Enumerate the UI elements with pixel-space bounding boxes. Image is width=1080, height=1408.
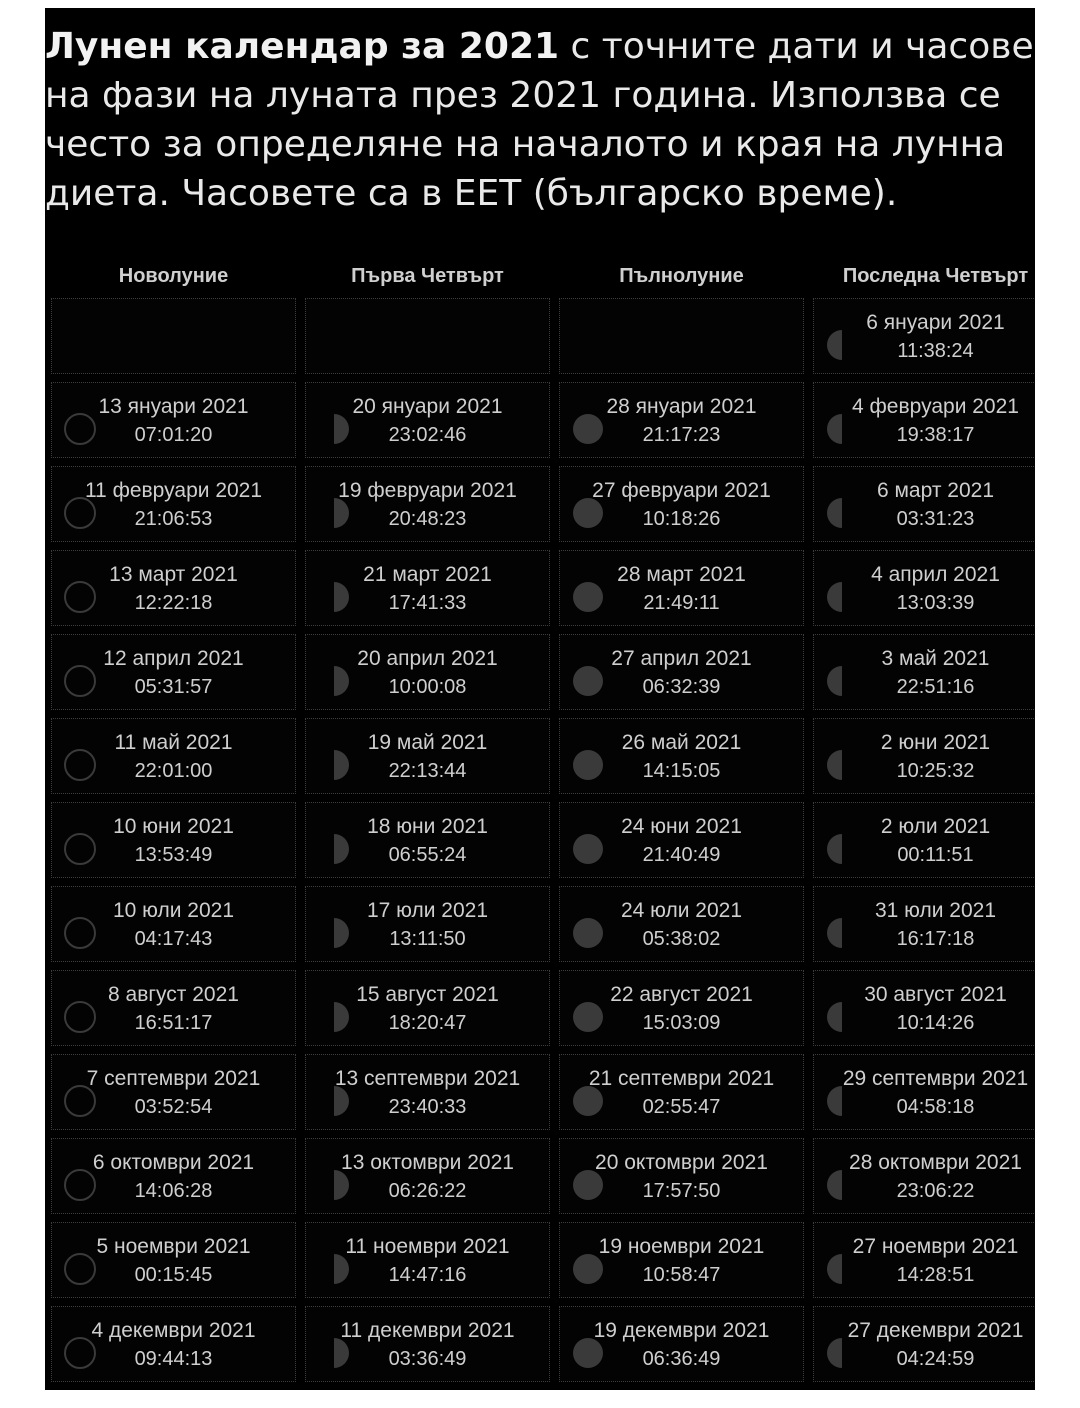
phase-time: 22:01:00 bbox=[134, 760, 213, 782]
table-cell-first-quarter bbox=[305, 466, 550, 542]
phase-time: 10:18:26 bbox=[642, 508, 721, 530]
table-cell-new-moon bbox=[51, 886, 296, 962]
table-cell-first-quarter bbox=[305, 1054, 550, 1130]
phase-date: 13 март 2021 bbox=[109, 563, 238, 586]
phase-time: 17:41:33 bbox=[388, 592, 467, 614]
table-cell-last-quarter bbox=[813, 886, 1035, 962]
table-cell-full-moon bbox=[559, 1306, 804, 1382]
phase-time: 18:20:47 bbox=[388, 1012, 467, 1034]
phase-time: 09:44:13 bbox=[134, 1348, 213, 1370]
table-cell-new-moon bbox=[51, 718, 296, 794]
phase-date: 6 октомври 2021 bbox=[92, 1151, 255, 1174]
phase-time: 14:15:05 bbox=[642, 760, 721, 782]
phase-date: 31 юли 2021 bbox=[874, 899, 997, 922]
phase-time: 13:53:49 bbox=[134, 844, 213, 866]
phase-time: 06:55:24 bbox=[388, 844, 467, 866]
table-cell-last-quarter bbox=[813, 1138, 1035, 1214]
phase-time: 14:47:16 bbox=[388, 1264, 467, 1286]
phase-date: 19 ноември 2021 bbox=[598, 1235, 765, 1258]
table-cell-first-quarter bbox=[305, 1222, 550, 1298]
header-full-moon: Пълнолуние bbox=[619, 265, 744, 287]
table-cell-full-moon bbox=[559, 1222, 804, 1298]
phase-time: 21:40:49 bbox=[642, 844, 721, 866]
table-cell-new-moon bbox=[51, 382, 296, 458]
table-cell-first-quarter bbox=[305, 1138, 550, 1214]
phase-time: 11:38:24 bbox=[897, 340, 974, 362]
phase-date: 21 март 2021 bbox=[363, 563, 492, 586]
moon-phase-table bbox=[51, 298, 1035, 1382]
phase-time: 13:03:39 bbox=[896, 592, 975, 614]
phase-time: 06:36:49 bbox=[642, 1348, 721, 1370]
phase-date: 26 май 2021 bbox=[621, 731, 742, 754]
phase-time: 04:17:43 bbox=[134, 928, 213, 950]
phase-date: 21 септември 2021 bbox=[588, 1067, 775, 1090]
phase-date: 12 април 2021 bbox=[103, 647, 244, 670]
phase-time: 03:31:23 bbox=[896, 508, 975, 530]
table-cell-first-quarter bbox=[305, 382, 550, 458]
table-cell-first-quarter bbox=[305, 634, 550, 710]
phase-date: 6 март 2021 bbox=[876, 479, 995, 502]
intro-title: Лунен календар за 2021 bbox=[45, 26, 560, 67]
phase-date: 13 октомври 2021 bbox=[341, 1151, 514, 1174]
table-cell-last-quarter bbox=[813, 466, 1035, 542]
phase-date: 15 август 2021 bbox=[356, 983, 499, 1006]
phase-date: 30 август 2021 bbox=[864, 983, 1007, 1006]
table-cell-full-moon bbox=[559, 718, 804, 794]
phase-date: 7 септември 2021 bbox=[86, 1067, 261, 1090]
table-cell-last-quarter bbox=[813, 634, 1035, 710]
phase-date: 29 септември 2021 bbox=[842, 1067, 1029, 1090]
phase-date: 18 юни 2021 bbox=[367, 815, 488, 838]
table-cell-new-moon bbox=[51, 1306, 296, 1382]
table-cell-new-moon bbox=[51, 634, 296, 710]
phase-time: 10:14:26 bbox=[896, 1012, 975, 1034]
phase-time: 23:40:33 bbox=[388, 1096, 467, 1118]
intro-text: с точните дати и часове на фази на луната през 2021 година. Използва се често за определяне на началото и края на лунна диета. Часовете са в EET (българско време). bbox=[45, 26, 1034, 214]
table-cell-last-quarter bbox=[813, 1222, 1035, 1298]
phase-time: 04:58:18 bbox=[896, 1096, 975, 1118]
table-cell-first-quarter bbox=[305, 1306, 550, 1382]
phase-time: 20:48:23 bbox=[388, 508, 467, 530]
phase-date: 19 декември 2021 bbox=[593, 1319, 770, 1342]
table-cell-last-quarter bbox=[813, 718, 1035, 794]
table-cell-last-quarter bbox=[813, 1054, 1035, 1130]
phase-date: 27 април 2021 bbox=[611, 647, 752, 670]
table-cell-new-moon bbox=[51, 1138, 296, 1214]
phase-date: 19 май 2021 bbox=[367, 731, 488, 754]
phase-time: 05:38:02 bbox=[642, 928, 721, 950]
phase-time: 00:11:51 bbox=[897, 844, 974, 866]
phase-date: 24 юли 2021 bbox=[620, 899, 743, 922]
header-new-moon: Новолуние bbox=[118, 265, 229, 287]
table-cell-full-moon bbox=[559, 970, 804, 1046]
table-cell-first-quarter bbox=[305, 298, 550, 374]
phase-date: 11 декември 2021 bbox=[340, 1319, 515, 1342]
table-cell-full-moon bbox=[559, 886, 804, 962]
phase-time: 23:06:22 bbox=[896, 1180, 975, 1202]
moon-calendar-panel bbox=[45, 8, 1035, 1390]
table-cell-last-quarter bbox=[813, 970, 1035, 1046]
phase-date: 2 юли 2021 bbox=[880, 815, 991, 838]
phase-date: 28 януари 2021 bbox=[606, 395, 757, 418]
phase-time: 05:31:57 bbox=[134, 676, 213, 698]
phase-date: 2 юни 2021 bbox=[880, 731, 991, 754]
phase-time: 22:51:16 bbox=[896, 676, 975, 698]
table-cell-new-moon bbox=[51, 1054, 296, 1130]
header-last-quarter: Последна Четвърт bbox=[842, 265, 1029, 287]
phase-date: 27 февруари 2021 bbox=[592, 479, 771, 502]
phase-date: 28 март 2021 bbox=[617, 563, 746, 586]
table-cell-new-moon bbox=[51, 550, 296, 626]
phase-date: 11 ноември 2021 bbox=[345, 1235, 510, 1258]
table-cell-full-moon bbox=[559, 466, 804, 542]
header-first-quarter: Първа Четвърт bbox=[351, 265, 504, 287]
phase-date: 27 декември 2021 bbox=[847, 1319, 1024, 1342]
phase-time: 15:03:09 bbox=[642, 1012, 721, 1034]
phase-time: 13:11:50 bbox=[389, 928, 466, 950]
table-cell-new-moon bbox=[51, 802, 296, 878]
table-cell-full-moon bbox=[559, 802, 804, 878]
table-cell-new-moon bbox=[51, 298, 296, 374]
table-cell-full-moon bbox=[559, 550, 804, 626]
table-cell-new-moon bbox=[51, 466, 296, 542]
phase-time: 14:06:28 bbox=[134, 1180, 213, 1202]
phase-time: 21:06:53 bbox=[134, 508, 213, 530]
phase-time: 04:24:59 bbox=[896, 1348, 975, 1370]
phase-date: 11 май 2021 bbox=[114, 731, 233, 754]
phase-date: 6 януари 2021 bbox=[866, 311, 1005, 334]
phase-time: 21:49:11 bbox=[643, 592, 720, 614]
phase-date: 20 януари 2021 bbox=[352, 395, 503, 418]
phase-time: 03:52:54 bbox=[134, 1096, 213, 1118]
table-cell-first-quarter bbox=[305, 970, 550, 1046]
phase-time: 21:17:23 bbox=[642, 424, 721, 446]
phase-date: 3 май 2021 bbox=[881, 647, 990, 670]
phase-time: 16:51:17 bbox=[134, 1012, 213, 1034]
phase-date: 27 ноември 2021 bbox=[852, 1235, 1019, 1258]
phase-date: 11 февруари 2021 bbox=[84, 479, 263, 502]
phase-time: 10:58:47 bbox=[642, 1264, 721, 1286]
table-cell-first-quarter bbox=[305, 886, 550, 962]
phase-date: 17 юли 2021 bbox=[366, 899, 489, 922]
phase-time: 10:00:08 bbox=[388, 676, 467, 698]
phase-date: 10 юни 2021 bbox=[113, 815, 234, 838]
table-cell-full-moon bbox=[559, 1054, 804, 1130]
phase-date: 10 юли 2021 bbox=[112, 899, 235, 922]
phase-time: 17:57:50 bbox=[642, 1180, 721, 1202]
table-cell-new-moon bbox=[51, 970, 296, 1046]
phase-time: 14:28:51 bbox=[896, 1264, 975, 1286]
phase-time: 23:02:46 bbox=[388, 424, 467, 446]
table-cell-full-moon bbox=[559, 1138, 804, 1214]
phase-date: 5 ноември 2021 bbox=[96, 1235, 251, 1258]
phase-time: 19:38:17 bbox=[896, 424, 975, 446]
phase-date: 8 август 2021 bbox=[108, 983, 239, 1006]
phase-time: 00:15:45 bbox=[134, 1264, 213, 1286]
phase-date: 20 април 2021 bbox=[357, 647, 498, 670]
table-cell-last-quarter bbox=[813, 1306, 1035, 1382]
phase-date: 13 септември 2021 bbox=[334, 1067, 521, 1090]
table-cell-first-quarter bbox=[305, 802, 550, 878]
phase-time: 06:26:22 bbox=[388, 1180, 467, 1202]
phase-time: 07:01:20 bbox=[134, 424, 213, 446]
table-cell-last-quarter bbox=[813, 550, 1035, 626]
phase-time: 16:17:18 bbox=[896, 928, 975, 950]
table-cell-first-quarter bbox=[305, 550, 550, 626]
phase-time: 02:55:47 bbox=[642, 1096, 721, 1118]
table-cell-full-moon bbox=[559, 382, 804, 458]
phase-time: 06:32:39 bbox=[642, 676, 721, 698]
phase-date: 24 юни 2021 bbox=[621, 815, 742, 838]
table-cell-first-quarter bbox=[305, 718, 550, 794]
phase-date: 28 октомври 2021 bbox=[849, 1151, 1022, 1174]
phase-date: 4 февруари 2021 bbox=[852, 395, 1019, 418]
phase-date: 4 декември 2021 bbox=[91, 1319, 256, 1342]
phase-date: 4 април 2021 bbox=[871, 563, 1000, 586]
table-cell-last-quarter bbox=[813, 298, 1035, 374]
table-cell-full-moon bbox=[559, 634, 804, 710]
phase-time: 03:36:49 bbox=[388, 1348, 467, 1370]
intro-paragraph bbox=[45, 22, 1035, 218]
phase-date: 22 август 2021 bbox=[610, 983, 753, 1006]
phase-time: 10:25:32 bbox=[896, 760, 975, 782]
phase-date: 20 октомври 2021 bbox=[595, 1151, 768, 1174]
phase-time: 12:22:18 bbox=[134, 592, 213, 614]
phase-time: 22:13:44 bbox=[388, 760, 467, 782]
table-header bbox=[45, 256, 1035, 296]
table-cell-new-moon bbox=[51, 1222, 296, 1298]
table-cell-last-quarter bbox=[813, 802, 1035, 878]
phase-date: 13 януари 2021 bbox=[98, 395, 249, 418]
phase-date: 19 февруари 2021 bbox=[338, 479, 517, 502]
table-cell-last-quarter bbox=[813, 382, 1035, 458]
table-cell-full-moon bbox=[559, 298, 804, 374]
